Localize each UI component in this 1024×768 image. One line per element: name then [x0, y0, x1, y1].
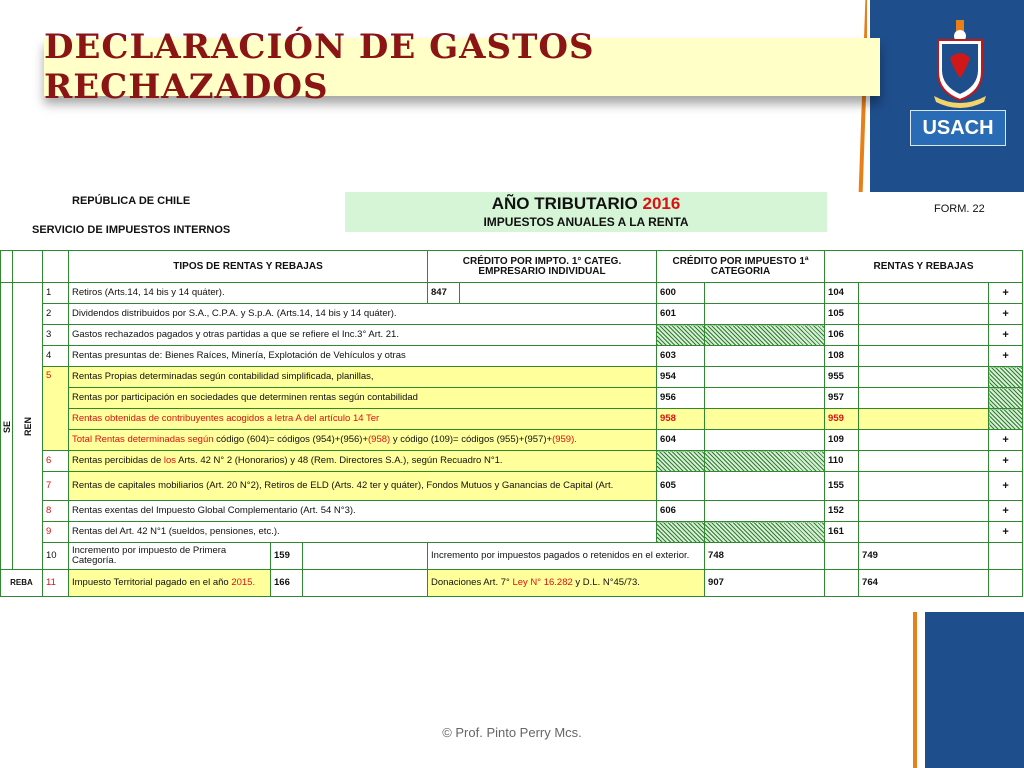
table-row: 5 Rentas Propias determinadas según contabilidad simplificada, planillas, 954 955 — [1, 367, 1023, 388]
table-row: 8 Rentas exentas del Impuesto Global Complementario (Art. 54 N°3). 606 152 + — [1, 501, 1023, 522]
input-cell[interactable] — [859, 451, 989, 472]
side-label-se: SE — [1, 283, 13, 570]
side-label-reba: REBA — [1, 570, 43, 597]
usach-shield-icon — [930, 20, 990, 108]
table-row: Total Rentas determinadas según código (604)= códigos (954)+(956)+(958) y código (109)= códigos (955)+(957)+(959). 604 109 + — [1, 430, 1023, 451]
input-cell[interactable] — [460, 283, 657, 304]
input-cell[interactable] — [705, 430, 825, 451]
input-cell[interactable] — [705, 501, 825, 522]
header-credito-categoria: CRÉDITO POR IMPUESTO 1ª CATEGORIA — [657, 251, 825, 283]
input-cell[interactable] — [705, 304, 825, 325]
header-tipos: TIPOS DE RENTAS Y REBAJAS — [69, 251, 428, 283]
page-title: DECLARACIÓN DE GASTOS RECHAZADOS — [44, 27, 595, 107]
input-cell[interactable] — [989, 570, 1023, 597]
input-cell[interactable] — [825, 570, 859, 597]
input-cell[interactable] — [859, 388, 989, 409]
table-row: 4 Rentas presuntas de: Bienes Raíces, Minería, Explotación de Vehículos y otras 603 108 + — [1, 346, 1023, 367]
table-row: Rentas por participación en sociedades que determinen rentas según contabilidad 956 957 — [1, 388, 1023, 409]
input-cell[interactable] — [705, 367, 825, 388]
servicio-label: SERVICIO DE IMPUESTOS INTERNOS — [32, 224, 231, 236]
table-row: Rentas obtenidas de contribuyentes acogidos a letra A del artículo 14 Ter 958 959 — [1, 409, 1023, 430]
input-cell[interactable] — [859, 472, 989, 501]
table-row: 2 Dividendos distribuidos por S.A., C.P.A. y S.p.A. (Arts.14, 14 bis y 14 quáter). 601 105 + — [1, 304, 1023, 325]
input-cell[interactable] — [303, 543, 428, 570]
input-cell[interactable] — [705, 472, 825, 501]
side-label-ren: REN — [13, 283, 43, 570]
table-row: SE REN 1 Retiros (Arts.14, 14 bis y 14 quáter). 847 600 104 + — [1, 283, 1023, 304]
input-cell[interactable] — [825, 543, 859, 570]
form22-table — [0, 250, 1023, 597]
anio-value: 2016 — [642, 194, 681, 213]
input-cell[interactable] — [859, 522, 989, 543]
input-cell[interactable] — [859, 367, 989, 388]
anio-line — [345, 194, 827, 214]
input-cell[interactable] — [989, 543, 1023, 570]
table-row: 3 Gastos rechazados pagados y otras partidas a que se refiere el Inc.3° Art. 21. 106 + — [1, 325, 1023, 346]
bottom-brand-panel — [925, 612, 1024, 768]
table-row: 10 Incremento por impuesto de Primera Categoría. 159 Incremento por impuestos pagados o retenidos en el exterior. 748 749 — [1, 543, 1023, 570]
republica-label: REPÚBLICA DE CHILE — [72, 195, 191, 207]
input-cell[interactable] — [859, 409, 989, 430]
form-number: FORM. 22 — [934, 203, 985, 215]
input-cell[interactable] — [705, 409, 825, 430]
title-banner — [44, 27, 880, 107]
usach-logo-label: USACH — [910, 110, 1006, 146]
input-cell[interactable] — [859, 501, 989, 522]
table-row: 6 Rentas percibidas de los Arts. 42 N° 2 (Honorarios) y 48 (Rem. Directores S.A.), según Recuadro N°1. 110 + — [1, 451, 1023, 472]
input-cell[interactable] — [859, 430, 989, 451]
header-credito-empresarial: CRÉDITO POR IMPTO. 1° CATEG. EMPRESARIO INDIVIDUAL — [428, 251, 657, 283]
input-cell[interactable] — [859, 304, 989, 325]
input-cell[interactable] — [303, 570, 428, 597]
table-header-row — [1, 251, 1023, 283]
header-rentas: RENTAS Y REBAJAS — [825, 251, 1023, 283]
input-cell[interactable] — [859, 283, 989, 304]
footer-credit: © Prof. Pinto Perry Mcs. — [442, 725, 582, 740]
input-cell[interactable] — [859, 346, 989, 367]
anio-label: AÑO TRIBUTARIO — [491, 194, 638, 213]
input-cell[interactable] — [705, 346, 825, 367]
anio-subtitle: IMPUESTOS ANUALES A LA RENTA — [483, 215, 689, 229]
table-row: REBA 11 Impuesto Territorial pagado en el año 2015. 166 Donaciones Art. 7° Ley N° 16.282 y D.L. N°45/73. 907 764 — [1, 570, 1023, 597]
anio-tributario-box — [345, 192, 827, 232]
input-cell[interactable] — [705, 283, 825, 304]
table-row: 7 Rentas de capitales mobiliarios (Art. 20 N°2), Retiros de ELD (Arts. 42 ter y quáter), Fondos Mutuos y Ganancias de Capital (Art. 605 155 + — [1, 472, 1023, 501]
table-row: 9 Rentas del Art. 42 N°1 (sueldos, pensiones, etc.). 161 + — [1, 522, 1023, 543]
input-cell[interactable] — [705, 388, 825, 409]
input-cell[interactable] — [859, 325, 989, 346]
